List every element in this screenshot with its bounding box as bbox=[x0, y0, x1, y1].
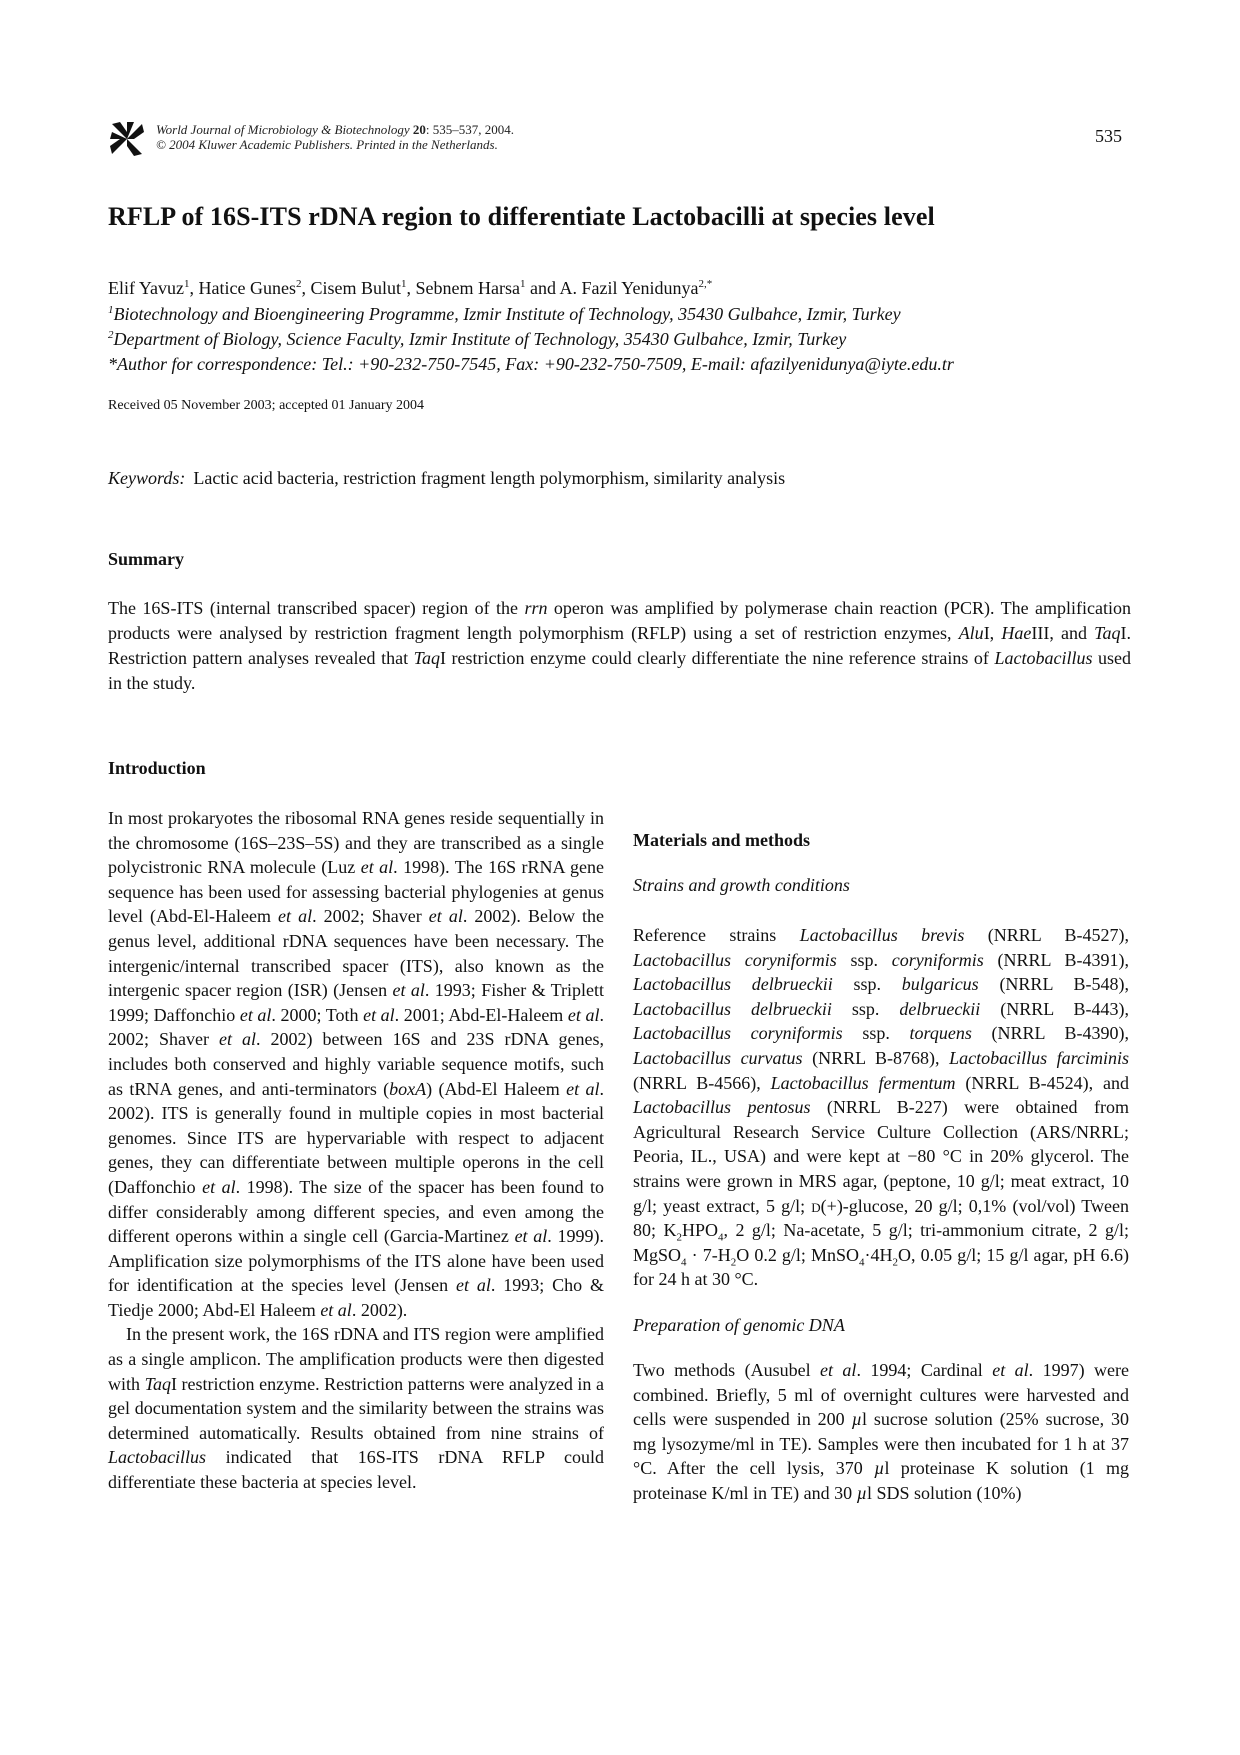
author-name: A. Fazil Yenidunya bbox=[559, 278, 699, 298]
author-separator: and bbox=[525, 278, 560, 298]
text-run: III, and bbox=[1031, 623, 1095, 643]
right-column bbox=[633, 756, 1129, 1505]
text-run: l proteinase K solution (1 mg proteinase K/ml in TE) and 30 bbox=[633, 1458, 1130, 1503]
text-run: l sucrose solution (25% sucrose, 30 mg lysozyme/ml in TE). Samples were then incubated for 1 h at 37 °C. After the cell lysis, 370 bbox=[633, 1409, 1130, 1479]
text-run: . 2002). bbox=[351, 1299, 408, 1320]
author-separator: , bbox=[189, 278, 199, 298]
text-run: et al bbox=[239, 1004, 272, 1025]
text-run: delbrueckii bbox=[899, 998, 981, 1019]
text-run: . 2000; Toth bbox=[271, 1004, 364, 1025]
affiliation-mark: 2 bbox=[108, 329, 114, 341]
copyright-line: © 2004 Kluwer Academic Publishers. Printed in the Netherlands. bbox=[156, 137, 498, 152]
correspondence-mark: * bbox=[108, 354, 117, 374]
affiliation-text: Biotechnology and Bioengineering Programme, Izmir Institute of Technology, 35430 Gulbahce, Izmir, Turkey bbox=[113, 304, 901, 324]
text-run: used in the study. bbox=[108, 648, 1131, 693]
text-run: Taq bbox=[413, 648, 440, 668]
text-run: ssp. bbox=[836, 949, 892, 970]
text-run: I, bbox=[983, 623, 1002, 643]
text-run: . 2002; Shaver bbox=[312, 906, 429, 927]
text-run: The 16S-ITS (internal transcribed spacer) region of the bbox=[108, 598, 525, 618]
text-run: Hae bbox=[1001, 623, 1032, 643]
text-run: · 7-H bbox=[686, 1244, 731, 1265]
text-run: Lactobacillus farciminis bbox=[949, 1047, 1129, 1068]
text-run: . 2002). ITS is generally found in multiple copies in most bacterial genomes. Since ITS are hypervariable with respect to adjacent genes, they can differentiate between multiple operons in the cell (Daffonchio bbox=[108, 1078, 604, 1197]
affiliation-mark: 1 bbox=[108, 304, 114, 316]
text-run: µ bbox=[856, 1482, 867, 1503]
text-run: et al bbox=[566, 1078, 600, 1099]
text-run: . 2001; Abd-El-Haleem bbox=[394, 1004, 568, 1025]
text-run: (NRRL B-8768), bbox=[802, 1047, 950, 1068]
text-run: Lactobacillus brevis bbox=[799, 925, 965, 945]
text-run: . 2002) between 16S and 23S rDNA genes, includes both conserved and highly variable sequence motifs, such as tRNA genes, and anti-terminators ( bbox=[108, 1029, 604, 1099]
text-run: O, 0.05 g/l; 15 g/l agar, pH 6.6) for 24 h at 30 °C. bbox=[633, 1244, 1129, 1290]
introduction-heading: Introduction bbox=[108, 758, 206, 778]
author-list bbox=[108, 278, 712, 299]
text-run: . 1997) were combined. Briefly, 5 ml of overnight cultures were harvested and cells were suspended in 200 bbox=[633, 1359, 1130, 1430]
text-run: (NRRL B-4566), bbox=[633, 1072, 771, 1093]
keywords-label: Keywords: bbox=[108, 468, 186, 488]
text-run: I. Restriction pattern analyses revealed that bbox=[108, 623, 1131, 668]
text-run: 2 bbox=[676, 1231, 682, 1244]
author-separator: , bbox=[406, 278, 416, 298]
text-run: . 1998). The size of the spacer has been found to differ considerably among different species, and even among the different operons within a single cell (Garcia-Martinez bbox=[108, 1176, 604, 1247]
text-run: . 1994; Cardinal bbox=[856, 1359, 993, 1380]
text-run: et al bbox=[992, 1359, 1029, 1380]
text-run: et al bbox=[514, 1226, 548, 1247]
author-affiliation-mark: 1 bbox=[400, 278, 407, 290]
text-run: Taq bbox=[144, 1373, 171, 1394]
text-run: (NRRL B-4390), bbox=[971, 1023, 1129, 1044]
left-column bbox=[108, 756, 604, 1495]
text-run: . 1998). The 16S rRNA gene sequence has been used for assessing bacterial phylogenies at genus level (Abd-El-Haleem bbox=[108, 857, 604, 927]
text-run: µ bbox=[851, 1409, 862, 1430]
text-run: et al bbox=[392, 980, 425, 1001]
strains-paragraph bbox=[633, 923, 1129, 1292]
text-run: et al bbox=[567, 1004, 600, 1025]
text-run: (NRRL B-4524), and bbox=[955, 1072, 1129, 1093]
text-run: bulgaricus bbox=[901, 974, 979, 995]
page-number: 535 bbox=[1095, 126, 1122, 146]
strains-subheading: Strains and growth conditions bbox=[633, 875, 850, 895]
text-run: et al bbox=[455, 1275, 491, 1296]
text-run: Lactobacillus coryniformis bbox=[633, 949, 837, 970]
text-run: I restriction enzyme could clearly differentiate the nine reference strains of bbox=[440, 648, 995, 668]
text-run: . 1999). Amplification size polymorphisms of the ITS alone have been used for identification at the species level (Jensen bbox=[108, 1226, 604, 1296]
author-name: Hatice Gunes bbox=[198, 278, 296, 298]
text-run: et al bbox=[820, 1359, 857, 1380]
text-run: . 1993; Cho & Tiedje 2000; Abd-El Haleem bbox=[108, 1275, 604, 1320]
dna-subheading: Preparation of genomic DNA bbox=[633, 1314, 845, 1335]
author-affiliation-mark: 1 bbox=[519, 278, 526, 290]
text-run: Lactobacillus fermentum bbox=[770, 1072, 956, 1093]
text-run: Lactobacillus bbox=[994, 648, 1093, 668]
text-run: µ bbox=[874, 1458, 885, 1479]
text-run: et al bbox=[320, 1299, 352, 1320]
affiliation-text: Department of Biology, Science Faculty, Izmir Institute of Technology, 35430 Gulbahce, Izmir, Turkey bbox=[113, 329, 847, 349]
text-run: . 2002). Below the genus level, additional rDNA sequences have been necessary. The intergenic/internal transcribed spacer (ITS), also known as the intergenic spacer region (ISR) (Jensen bbox=[108, 906, 605, 1001]
text-run: I restriction enzyme. Restriction patterns were analyzed in a gel documentation system and the similarity between the strains was determined automatically. Results obtained from nine strains of bbox=[108, 1373, 604, 1443]
introduction-paragraph-1 bbox=[108, 806, 604, 1322]
author-name: Elif Yavuz bbox=[108, 278, 184, 298]
text-run: ) (Abd-El Haleem bbox=[426, 1078, 567, 1099]
keywords bbox=[108, 468, 785, 489]
text-run: d bbox=[811, 1195, 821, 1216]
text-run: operon was amplified by polymerase chain reaction (PCR). The amplification products were analysed by restriction fragment length polymorphism (RFLP) using a set of restriction enzymes, bbox=[108, 598, 1131, 643]
introduction-paragraph-2 bbox=[108, 1322, 604, 1494]
author-affiliation-mark: 1 bbox=[184, 278, 190, 290]
text-run: l SDS solution (10%) bbox=[867, 1482, 1022, 1503]
text-run: 2 bbox=[892, 1256, 899, 1269]
text-run: In most prokaryotes the ribosomal RNA genes reside sequentially in the chromosome (16S–23S–5S) and they are transcribed as a single polycistronic RNA molecule (Luz bbox=[108, 808, 604, 878]
text-run: (NRRL B-4527), bbox=[964, 925, 1129, 945]
received-dates: Received 05 November 2003; accepted 01 January 2004 bbox=[108, 398, 425, 413]
text-run: Lactobacillus curvatus bbox=[633, 1047, 803, 1068]
text-run: coryniformis bbox=[891, 949, 984, 970]
dna-paragraph bbox=[633, 1358, 1129, 1506]
text-run: ·4H bbox=[864, 1244, 893, 1265]
text-run: Lactobacillus pentosus bbox=[633, 1097, 811, 1118]
text-run: 4 bbox=[859, 1256, 865, 1269]
text-run: Taq bbox=[1094, 623, 1121, 643]
text-run: (NRRL B-443), bbox=[980, 998, 1130, 1019]
author-affiliation-mark: 2 bbox=[295, 278, 302, 290]
text-run: . 2002; Shaver bbox=[108, 1004, 604, 1050]
text-run: ssp. bbox=[832, 974, 902, 995]
text-run: , 2 g/l; Na-acetate, 5 g/l; tri-ammonium citrate, 2 g/l; MgSO bbox=[633, 1220, 1130, 1265]
summary-paragraph bbox=[108, 596, 1131, 696]
text-run: (NRRL B-4391), bbox=[983, 949, 1130, 970]
text-run: Two methods (Ausubel bbox=[633, 1359, 821, 1380]
text-run: O 0.2 g/l; MnSO bbox=[736, 1244, 860, 1265]
text-run: Alu bbox=[958, 623, 984, 643]
correspondence-text: Author for correspondence: Tel.: +90-232-750-7545, Fax: +90-232-750-7509, E-mail: afazilyenidunya@iyte.edu.tr bbox=[117, 354, 954, 374]
text-run: boxA bbox=[389, 1078, 427, 1099]
text-run: Lactobacillus delbrueckii bbox=[633, 998, 832, 1019]
keywords-text: Lactic acid bacteria, restriction fragment length polymorphism, similarity analysis bbox=[193, 468, 786, 488]
text-run: HPO bbox=[681, 1220, 718, 1241]
text-run: . 1993; Fisher & Triplett 1999; Daffonchio bbox=[108, 980, 605, 1025]
text-run: (NRRL B-548), bbox=[978, 974, 1129, 995]
affiliation-2 bbox=[108, 329, 846, 350]
text-run: (NRRL B-227) were obtained from Agricultural Research Service Culture Collection (ARS/NRRL; Peoria, IL., USA) and were kept at −80 °C in 20% glycerol. The strains were grown in MRS agar, (peptone, 10 g/l; meat extract, 10 g/l; yeast extract, 5 g/l; bbox=[633, 1097, 1129, 1216]
text-run: Lactobacillus delbrueckii bbox=[633, 974, 833, 995]
text-run: Reference strains bbox=[633, 925, 800, 945]
text-run: et al bbox=[363, 1004, 395, 1025]
text-run: ssp. bbox=[831, 998, 900, 1019]
text-run: Lactobacillus coryniformis bbox=[633, 1023, 843, 1044]
author-name: Cisem Bulut bbox=[310, 278, 401, 298]
text-run: et al bbox=[278, 906, 313, 927]
text-run: (+)-glucose, 20 g/l; 0,1% (vol/vol) Tween 80; K bbox=[633, 1195, 1129, 1241]
text-run: torquens bbox=[909, 1023, 972, 1044]
journal-citation bbox=[156, 122, 514, 152]
paper-title: RFLP of 16S-ITS rDNA region to differentiate Lactobacilli at species level bbox=[108, 202, 935, 231]
text-run: 4 bbox=[717, 1231, 724, 1244]
text-run: et al bbox=[360, 857, 394, 878]
text-run: 4 bbox=[681, 1256, 687, 1269]
author-name: Sebnem Harsa bbox=[415, 278, 520, 298]
text-run: et al bbox=[428, 906, 463, 927]
correspondence bbox=[108, 354, 954, 375]
text-run: et al bbox=[202, 1176, 236, 1197]
text-run: indicated that 16S-ITS rDNA RFLP could differentiate these bacteria at species level. bbox=[108, 1447, 604, 1493]
journal-volume: 20 bbox=[412, 122, 426, 137]
methods-heading: Materials and methods bbox=[633, 830, 810, 850]
affiliation-1 bbox=[108, 304, 901, 325]
text-run: 2 bbox=[730, 1256, 737, 1269]
text-run: ssp. bbox=[842, 1023, 910, 1044]
text-run: rrn bbox=[524, 598, 548, 618]
author-affiliation-mark: 2,* bbox=[698, 278, 713, 290]
journal-name: World Journal of Microbiology & Biotechnology bbox=[156, 122, 410, 137]
text-run: In the present work, the 16S rDNA and ITS region were amplified as a single amplicon. The amplification products were then digested with bbox=[108, 1324, 604, 1394]
author-separator: , bbox=[301, 278, 311, 298]
publisher-logo-icon bbox=[108, 120, 146, 158]
journal-pages: : 535–537, 2004. bbox=[425, 122, 514, 137]
summary-heading: Summary bbox=[108, 549, 184, 569]
text-run: Lactobacillus bbox=[108, 1447, 206, 1468]
text-run: et al bbox=[219, 1029, 256, 1050]
